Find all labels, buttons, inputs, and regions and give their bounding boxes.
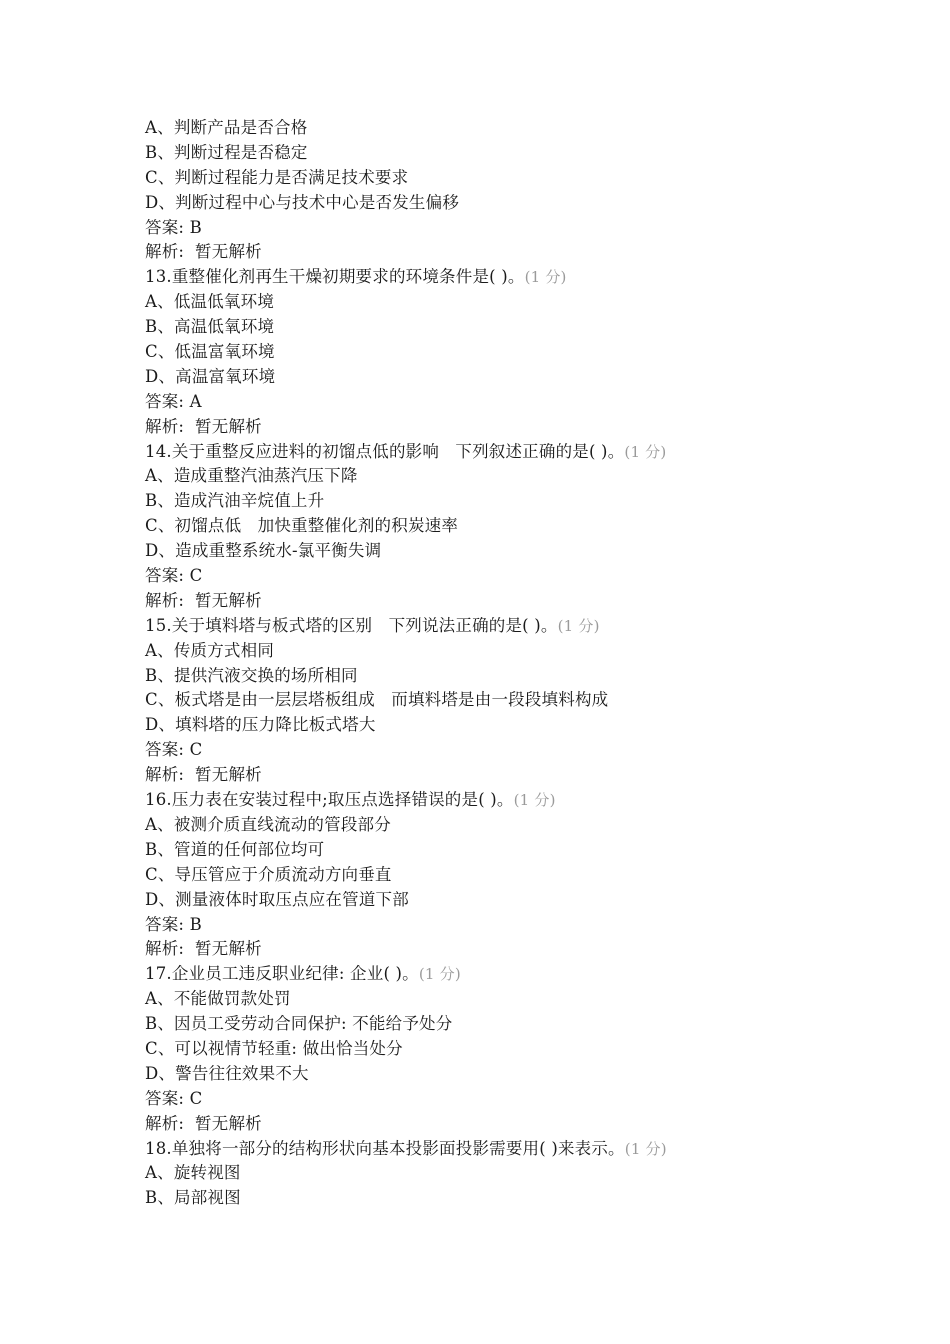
analysis-line: 解析: 暂无解析 <box>145 939 262 959</box>
option-line: A、传质方式相同 <box>145 640 275 660</box>
question-stem <box>145 962 905 987</box>
option-line: C、判断过程能力是否满足技术要求 <box>145 167 409 187</box>
question-text: 18.单独将一部分的结构形状向基本投影面投影需要用( )来表示。 <box>145 1138 625 1158</box>
analysis-line: 解析: 暂无解析 <box>145 590 262 610</box>
question-score: (1 分) <box>624 442 667 461</box>
answer-line: 答案: A <box>145 391 202 411</box>
option-line: A、造成重整汽油蒸汽压下降 <box>145 466 358 486</box>
analysis-line: 解析: 暂无解析 <box>145 416 262 436</box>
option-line: D、填料塔的压力降比板式塔大 <box>145 715 376 735</box>
option-line: D、警告往往效果不大 <box>145 1063 309 1083</box>
option-line: A、被测介质直线流动的管段部分 <box>145 814 391 834</box>
option-line: C、低温富氧环境 <box>145 342 275 362</box>
question-text: 14.关于重整反应进料的初馏点低的影响 下列叙述正确的是( )。 <box>145 441 625 461</box>
question-text: 17.企业员工违反职业纪律: 企业( )。 <box>145 964 419 984</box>
option-line: B、因员工受劳动合同保护: 不能给予处分 <box>145 1014 453 1034</box>
analysis-line: 解析: 暂无解析 <box>145 242 262 262</box>
question-score: (1 分) <box>557 616 600 635</box>
option-line: B、高温低氧环境 <box>145 317 275 337</box>
answer-line: 答案: C <box>145 740 203 760</box>
document-page <box>145 116 905 1211</box>
analysis-line: 解析: 暂无解析 <box>145 765 262 785</box>
option-line: A、低温低氧环境 <box>145 292 275 312</box>
question-stem <box>145 1137 905 1162</box>
option-line: C、板式塔是由一层层塔板组成 而填料塔是由一段段填料构成 <box>145 690 609 710</box>
answer-line: 答案: B <box>145 914 202 934</box>
question-score: (1 分) <box>513 791 556 810</box>
analysis-line: 解析: 暂无解析 <box>145 1113 262 1133</box>
option-line: B、提供汽液交换的场所相同 <box>145 665 358 685</box>
question-stem <box>145 614 905 639</box>
question-score: (1 分) <box>524 268 567 287</box>
question-score: (1 分) <box>418 965 461 984</box>
option-line: B、管道的任何部位均可 <box>145 839 325 859</box>
option-line: B、判断过程是否稳定 <box>145 142 308 162</box>
answer-line: 答案: B <box>145 217 202 237</box>
option-line: D、造成重整系统水-氯平衡失调 <box>145 541 382 561</box>
option-line: C、导压管应于介质流动方向垂直 <box>145 864 392 884</box>
question-stem <box>145 788 905 813</box>
option-line: A、判断产品是否合格 <box>145 118 308 137</box>
answer-line: 答案: C <box>145 566 203 586</box>
answer-line: 答案: C <box>145 1088 203 1108</box>
question-score: (1 分) <box>624 1139 667 1158</box>
question-text: 16.压力表在安装过程中;取压点选择错误的是( )。 <box>145 790 514 810</box>
question-stem <box>145 265 905 290</box>
option-line: D、高温富氧环境 <box>145 366 276 386</box>
option-line: D、判断过程中心与技术中心是否发生偏移 <box>145 192 460 212</box>
option-line: C、初馏点低 加快重整催化剂的积炭速率 <box>145 516 459 536</box>
question-text: 13.重整催化剂再生干燥初期要求的环境条件是( )。 <box>145 267 525 287</box>
question-stem <box>145 440 905 465</box>
question-text: 15.关于填料塔与板式塔的区别 下列说法正确的是( )。 <box>145 615 558 635</box>
option-line: A、旋转视图 <box>145 1163 241 1183</box>
option-line: C、可以视情节轻重: 做出恰当处分 <box>145 1038 403 1058</box>
option-line: B、局部视图 <box>145 1188 241 1208</box>
option-line: B、造成汽油辛烷值上升 <box>145 491 325 511</box>
option-line: D、测量液体时取压点应在管道下部 <box>145 889 409 909</box>
option-line: A、不能做罚款处罚 <box>145 989 291 1009</box>
